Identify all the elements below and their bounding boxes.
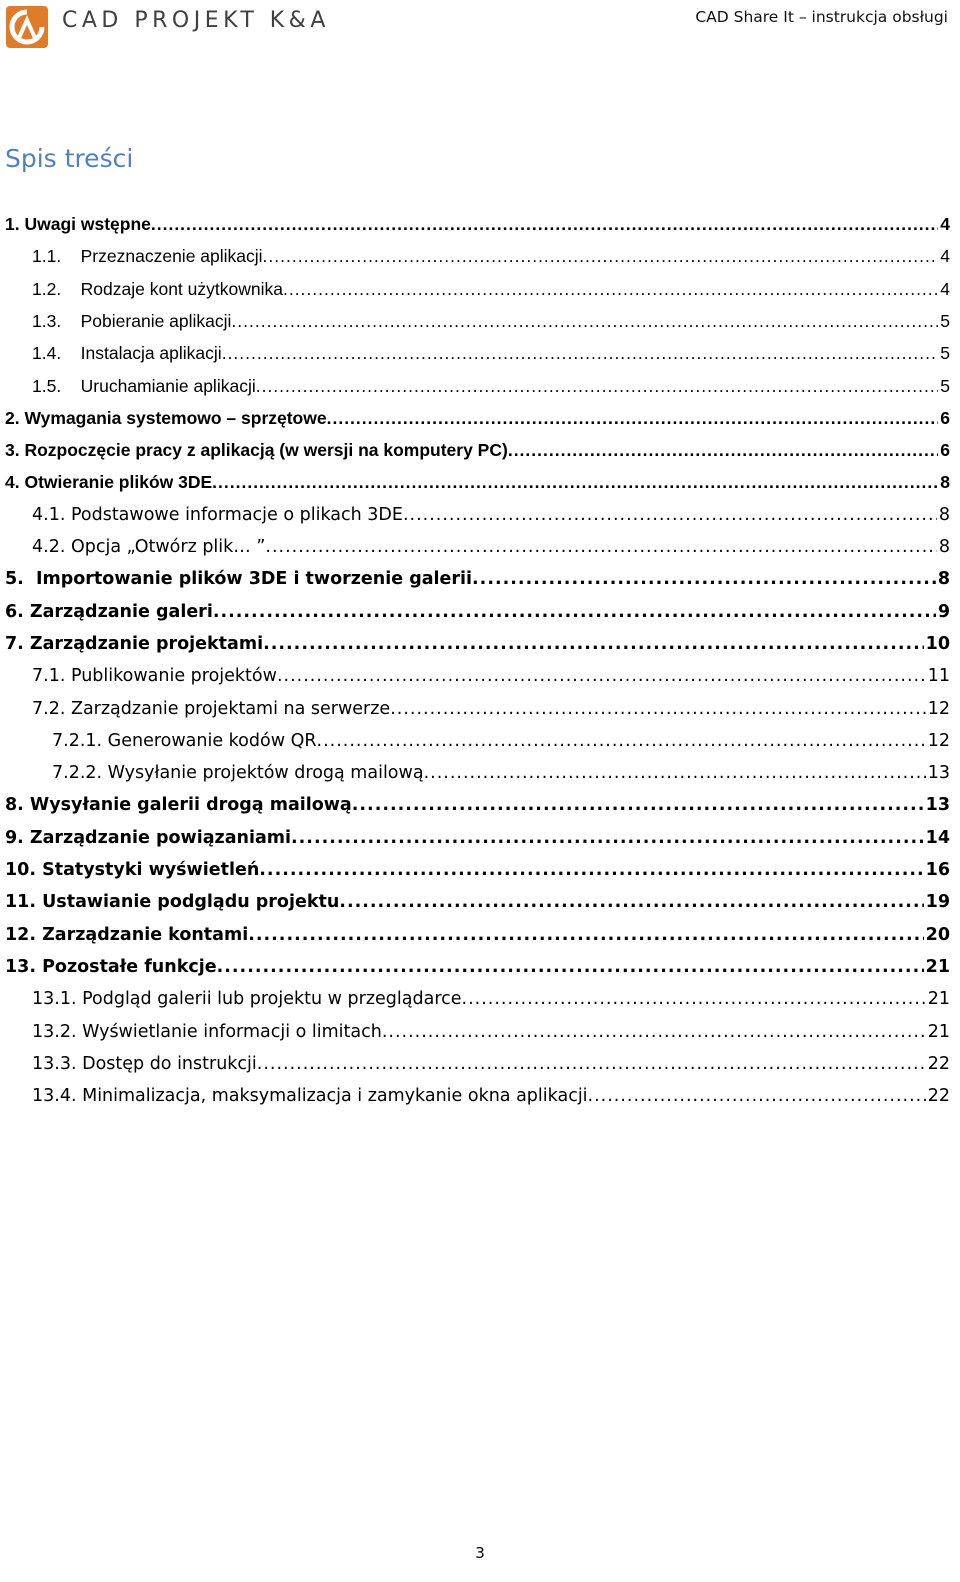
toc-entry[interactable] bbox=[0, 564, 950, 594]
toc-entry-label: 13. Pozostałe funkcje bbox=[5, 956, 217, 977]
toc-entry[interactable] bbox=[0, 597, 950, 627]
toc-dot-leader bbox=[403, 500, 937, 530]
toc-entry-page: 21 bbox=[927, 1021, 950, 1042]
toc-entry-page: 5 bbox=[940, 375, 950, 396]
toc-entry[interactable] bbox=[0, 629, 950, 659]
toc-entry-page: 14 bbox=[925, 827, 950, 848]
toc-dot-leader bbox=[339, 887, 923, 917]
toc-entry-label: 13.3. Dostęp do instrukcji bbox=[32, 1053, 257, 1074]
toc-entry[interactable] bbox=[0, 500, 950, 530]
toc-dot-leader bbox=[588, 1081, 926, 1111]
toc-dot-leader bbox=[257, 1049, 926, 1079]
toc-entry-page: 20 bbox=[925, 924, 950, 945]
toc-dot-leader bbox=[277, 661, 926, 691]
toc-entry[interactable] bbox=[0, 984, 950, 1014]
toc-entry-label: 7.2. Zarządzanie projektami na serwerze bbox=[32, 698, 391, 719]
toc-entry[interactable] bbox=[0, 1049, 950, 1079]
toc-entry[interactable] bbox=[0, 371, 950, 401]
toc-entry-page: 4 bbox=[940, 214, 950, 234]
toc-entry-label: 13.4. Minimalizacja, maksymalizacja i zamykanie okna aplikacji bbox=[32, 1086, 588, 1107]
toc-entry-page: 13 bbox=[925, 795, 950, 816]
toc-entry[interactable] bbox=[0, 338, 950, 368]
toc-entry-page: 5 bbox=[940, 310, 950, 331]
toc-entry-label: 1.3. Pobieranie aplikacji bbox=[32, 310, 232, 331]
toc-entry-page: 4 bbox=[940, 246, 950, 267]
toc-dot-leader bbox=[256, 371, 939, 401]
toc-entry[interactable] bbox=[0, 1017, 950, 1047]
toc-entry-page: 13 bbox=[927, 763, 950, 784]
page-number: 3 bbox=[475, 1544, 485, 1562]
company-logo-text: CAD PROJEKT K&A bbox=[62, 8, 330, 33]
toc-entry-page: 16 bbox=[925, 860, 950, 880]
toc-entry-page: 11 bbox=[927, 666, 950, 687]
toc-entry-page: 6 bbox=[940, 440, 950, 461]
toc-entry[interactable] bbox=[0, 241, 950, 271]
toc-entry-page: 6 bbox=[940, 407, 950, 428]
toc-entry[interactable] bbox=[0, 694, 950, 724]
toc-entry-label: 5. Importowanie plików 3DE i tworzenie galerii bbox=[5, 569, 473, 590]
toc-entry-label: 7.1. Publikowanie projektów bbox=[32, 666, 277, 687]
toc-dot-leader bbox=[263, 629, 924, 659]
toc-entry-page: 9 bbox=[937, 601, 950, 622]
toc-dot-leader bbox=[382, 1017, 926, 1047]
toc-dot-leader bbox=[390, 694, 926, 724]
toc-entry[interactable] bbox=[0, 403, 950, 433]
toc-entry[interactable] bbox=[0, 274, 950, 304]
toc-entry[interactable] bbox=[0, 435, 950, 465]
toc-entry[interactable] bbox=[0, 467, 950, 497]
toc-entry-label: 10. Statystyki wyświetleń bbox=[5, 860, 260, 880]
toc-entry-page: 10 bbox=[925, 633, 950, 654]
toc-entry[interactable] bbox=[0, 920, 950, 950]
toc-dot-leader bbox=[508, 435, 938, 465]
toc-entry-label: 8. Wysyłanie galerii drogą mailową bbox=[5, 795, 352, 816]
toc-dot-leader bbox=[222, 338, 939, 368]
toc-dot-leader bbox=[212, 467, 938, 497]
toc-entry-label: 1.5. Uruchamianie aplikacji bbox=[32, 375, 256, 396]
toc-entry[interactable] bbox=[0, 952, 950, 982]
toc-entry[interactable] bbox=[0, 661, 950, 691]
toc-entry[interactable] bbox=[0, 532, 950, 562]
document-title: CAD Share It – instrukcja obsługi bbox=[695, 8, 948, 26]
toc-dot-leader bbox=[424, 758, 926, 788]
toc-entry-page: 4 bbox=[940, 278, 950, 299]
toc-dot-leader bbox=[259, 855, 923, 885]
toc-dot-leader bbox=[327, 403, 939, 433]
toc-entry-label: 1. Uwagi wstępne bbox=[5, 214, 151, 234]
toc-entry-page: 12 bbox=[927, 730, 950, 751]
toc-dot-leader bbox=[151, 209, 938, 239]
toc-entry-label: 1.4. Instalacja aplikacji bbox=[32, 343, 222, 364]
toc-entry-page: 8 bbox=[937, 569, 950, 590]
toc-entry-page: 8 bbox=[938, 537, 950, 557]
page-header bbox=[0, 0, 960, 50]
toc-entry-label: 9. Zarządzanie powiązaniami bbox=[5, 827, 291, 848]
toc-heading: Spis treści bbox=[5, 144, 134, 173]
toc-dot-leader bbox=[248, 920, 923, 950]
toc-entry-label: 4. Otwieranie plików 3DE bbox=[5, 472, 213, 493]
toc-entry-page: 12 bbox=[927, 698, 950, 719]
toc-entry-label: 3. Rozpoczęcie pracy z aplikacją (w wersji na komputery PC) bbox=[5, 440, 508, 461]
toc-entry-page: 5 bbox=[940, 343, 950, 364]
toc-entry-label: 1.2. Rodzaje kont użytkownika bbox=[32, 278, 283, 299]
toc-dot-leader bbox=[283, 274, 938, 304]
toc-dot-leader bbox=[352, 790, 924, 820]
toc-entry-page: 19 bbox=[925, 892, 950, 913]
toc-entry-page: 22 bbox=[927, 1053, 950, 1074]
toc-entry-page: 8 bbox=[938, 504, 950, 525]
toc-dot-leader bbox=[291, 823, 924, 853]
toc-dot-leader bbox=[217, 952, 924, 982]
toc-entry-label: 11. Ustawianie podglądu projektu bbox=[5, 892, 340, 913]
toc-entry-label: 12. Zarządzanie kontami bbox=[5, 924, 249, 945]
toc-entry[interactable] bbox=[0, 790, 950, 820]
toc-entry-label: 1.1. Przeznaczenie aplikacji bbox=[32, 246, 263, 267]
toc-dot-leader bbox=[231, 306, 938, 336]
toc-entry-page: 21 bbox=[925, 956, 950, 977]
toc-entry[interactable] bbox=[0, 726, 950, 756]
toc-entry-label: 6. Zarządzanie galeri bbox=[5, 601, 213, 622]
toc-entry-label: 13.2. Wyświetlanie informacji o limitach bbox=[32, 1021, 382, 1042]
toc-entry[interactable] bbox=[0, 823, 950, 853]
toc-entry[interactable] bbox=[0, 209, 950, 239]
toc-entry-label: 7.2.2. Wysyłanie projektów drogą mailową bbox=[52, 763, 424, 784]
toc-entry[interactable] bbox=[0, 887, 950, 917]
toc-entry[interactable] bbox=[0, 758, 950, 788]
toc-dot-leader bbox=[317, 726, 926, 756]
toc-entry-label: 2. Wymagania systemowo – sprzętowe bbox=[5, 407, 327, 428]
toc-dot-leader bbox=[472, 564, 936, 594]
toc-entry-page: 21 bbox=[927, 989, 950, 1010]
toc-dot-leader bbox=[213, 597, 936, 627]
toc-entry[interactable] bbox=[0, 1081, 950, 1111]
toc-dot-leader bbox=[462, 984, 926, 1014]
toc-entry-label: 7. Zarządzanie projektami bbox=[5, 633, 264, 654]
toc-dot-leader bbox=[263, 241, 939, 271]
toc-entry-label: 13.1. Podgląd galerii lub projektu w przeglądarce bbox=[32, 989, 462, 1010]
toc-entry-page: 22 bbox=[927, 1086, 950, 1107]
company-logo-icon bbox=[6, 6, 48, 48]
toc-entry[interactable] bbox=[0, 306, 950, 336]
toc-entry[interactable] bbox=[0, 855, 950, 885]
toc-entry-label: 7.2.1. Generowanie kodów QR bbox=[52, 730, 317, 751]
toc-entry-label: 4.1. Podstawowe informacje o plikach 3DE bbox=[32, 504, 403, 525]
toc-entry-page: 8 bbox=[940, 472, 950, 493]
toc-entry-label: 4.2. Opcja „Otwórz plik… ” bbox=[32, 537, 266, 557]
toc-dot-leader bbox=[265, 532, 936, 562]
